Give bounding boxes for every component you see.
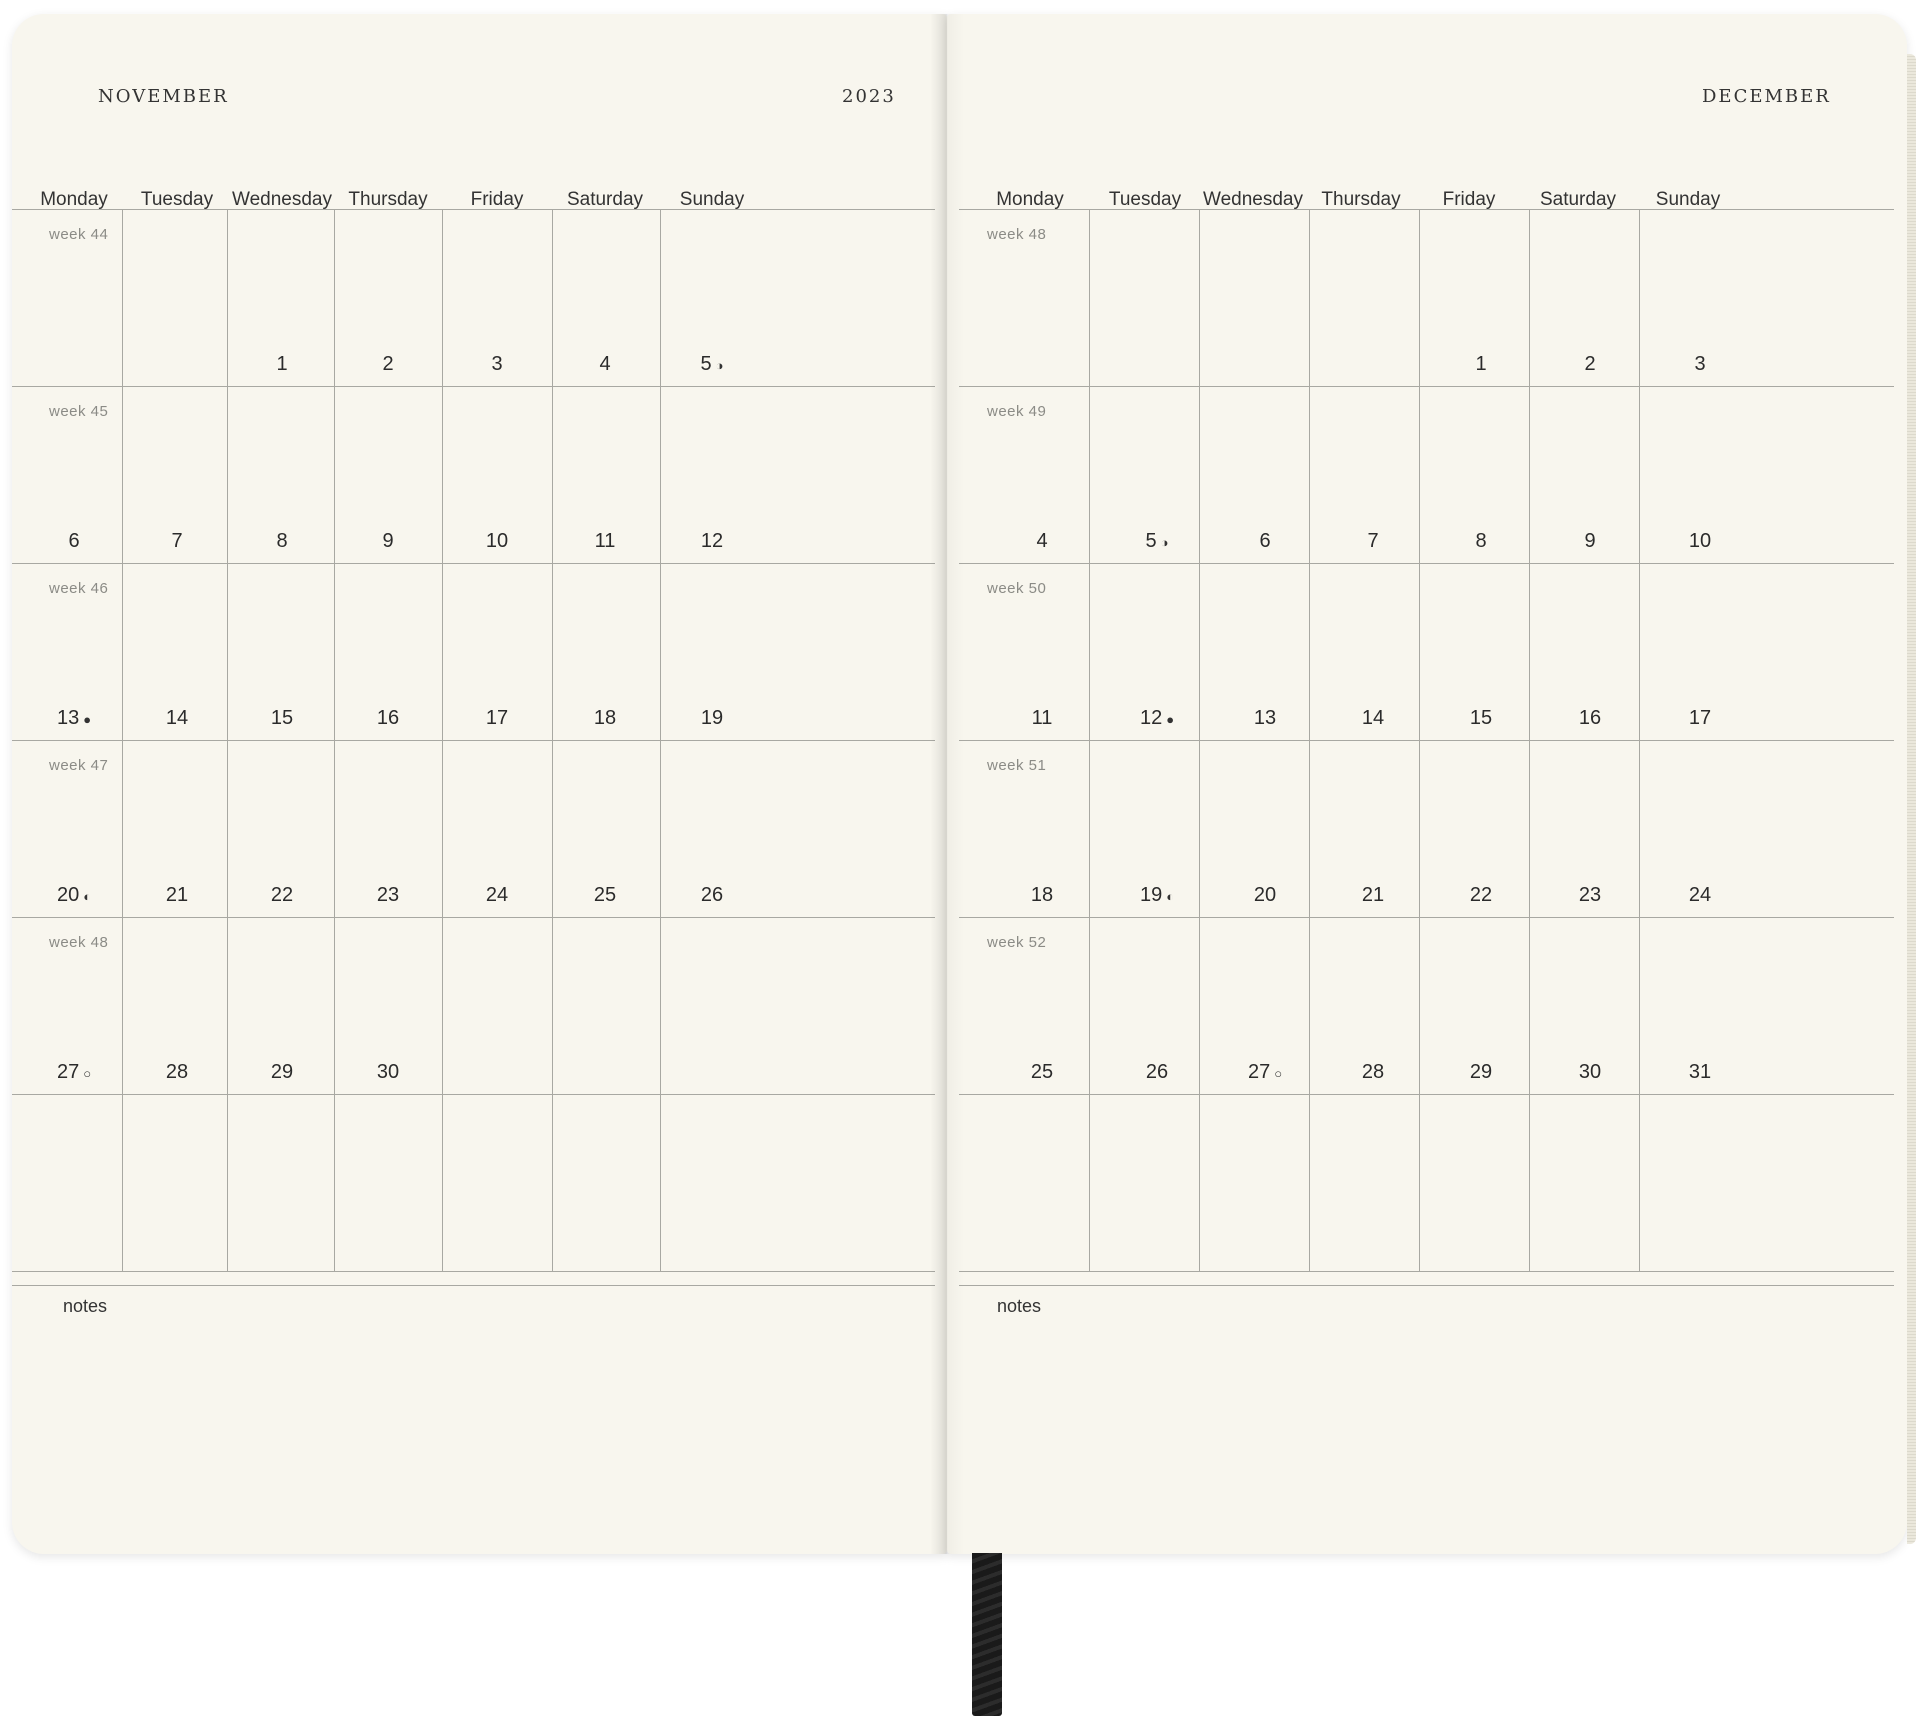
day-number: 22	[1469, 884, 1493, 906]
grid-divider	[1309, 210, 1310, 386]
grid-divider	[442, 918, 443, 1094]
week-row	[959, 387, 1894, 564]
day-number: 4	[1036, 530, 1048, 552]
november-page	[12, 14, 947, 1554]
day-cell[interactable]	[57, 707, 91, 730]
week-number-label: week 50	[987, 580, 1047, 597]
day-number: 20	[1253, 884, 1277, 906]
grid-divider	[442, 1095, 443, 1271]
day-number: 23	[1578, 884, 1602, 906]
day-cell[interactable]	[1689, 707, 1711, 730]
grid-divider	[1199, 387, 1200, 563]
weekday-label: Friday	[470, 189, 524, 210]
day-number: 3	[1694, 353, 1706, 375]
grid-divider	[227, 1095, 228, 1271]
weekday-label: Monday	[996, 189, 1064, 210]
weekday-label: Saturday	[566, 189, 644, 210]
week-row	[959, 564, 1894, 741]
day-cell[interactable]	[1470, 884, 1492, 907]
grid-divider	[1309, 741, 1310, 917]
grid-divider	[1639, 564, 1640, 740]
day-number: 2	[1584, 353, 1596, 375]
day-cell[interactable]	[1146, 530, 1169, 553]
day-cell[interactable]	[594, 707, 616, 730]
day-number: 23	[376, 884, 400, 906]
day-number: 14	[165, 707, 189, 729]
month-grid	[12, 209, 935, 1286]
day-cell[interactable]	[1579, 707, 1601, 730]
day-cell[interactable]	[595, 530, 616, 553]
grid-divider	[1089, 387, 1090, 563]
grid-divider	[1639, 1095, 1640, 1271]
day-cell[interactable]	[1036, 530, 1047, 553]
day-cell[interactable]	[1584, 353, 1595, 376]
grid-divider	[122, 918, 123, 1094]
day-cell[interactable]	[271, 1061, 293, 1084]
moon-phase-icon: ●	[83, 712, 92, 727]
day-number: 27	[1247, 1061, 1271, 1083]
week-row	[959, 210, 1894, 387]
day-number: 13	[56, 707, 80, 729]
week-row	[12, 741, 935, 918]
day-number: 12	[700, 530, 724, 552]
page-edge	[1907, 54, 1916, 1544]
day-number: 3	[491, 353, 503, 375]
grid-divider	[1529, 564, 1530, 740]
grid-divider	[1199, 564, 1200, 740]
grid-divider	[442, 564, 443, 740]
day-cell[interactable]	[701, 707, 723, 730]
grid-divider	[1089, 210, 1090, 386]
week-row	[959, 1095, 1894, 1272]
grid-divider	[334, 210, 335, 386]
day-number: 15	[270, 707, 294, 729]
grid-divider	[1309, 387, 1310, 563]
day-cell[interactable]	[1362, 707, 1384, 730]
day-cell[interactable]	[1689, 530, 1711, 553]
day-number: 14	[1361, 707, 1385, 729]
grid-divider	[660, 741, 661, 917]
day-cell[interactable]	[1475, 353, 1486, 376]
day-number: 17	[485, 707, 509, 729]
grid-divider	[122, 387, 123, 563]
grid-divider	[442, 741, 443, 917]
day-number: 5	[700, 353, 712, 375]
week-number-label: week 47	[49, 757, 109, 774]
moon-phase-icon: ◑	[715, 358, 724, 373]
month-title: NOVEMBER	[98, 86, 229, 107]
day-cell[interactable]	[701, 530, 723, 553]
day-cell[interactable]	[377, 707, 399, 730]
day-cell[interactable]	[382, 530, 393, 553]
day-cell[interactable]	[377, 884, 399, 907]
grid-divider	[1199, 918, 1200, 1094]
day-cell[interactable]	[1146, 1061, 1168, 1084]
day-cell[interactable]	[382, 353, 393, 376]
day-number: 13	[1253, 707, 1277, 729]
day-number: 8	[1475, 530, 1487, 552]
grid-divider	[1529, 387, 1530, 563]
day-number: 24	[485, 884, 509, 906]
grid-divider	[1419, 918, 1420, 1094]
day-cell[interactable]	[1254, 707, 1276, 730]
weekday-label: Thursday	[1321, 189, 1401, 210]
weekday-label: Wednesday	[1203, 189, 1303, 210]
grid-divider	[660, 918, 661, 1094]
weekday-label: Thursday	[348, 189, 428, 210]
day-cell[interactable]	[1579, 1061, 1601, 1084]
day-cell[interactable]	[276, 353, 287, 376]
day-cell[interactable]	[166, 707, 188, 730]
week-row	[12, 564, 935, 741]
week-row	[959, 918, 1894, 1095]
day-cell[interactable]	[276, 530, 287, 553]
day-number: 25	[1030, 1061, 1054, 1083]
day-cell[interactable]	[1470, 707, 1492, 730]
grid-divider	[552, 1095, 553, 1271]
grid-divider	[1639, 210, 1640, 386]
day-number: 9	[1584, 530, 1596, 552]
grid-divider	[334, 387, 335, 563]
day-number: 20	[56, 884, 80, 906]
day-cell[interactable]	[599, 353, 610, 376]
day-cell[interactable]	[1579, 884, 1601, 907]
grid-divider	[552, 918, 553, 1094]
bookmark-ribbon[interactable]	[972, 1553, 1002, 1716]
day-number: 29	[270, 1061, 294, 1083]
grid-divider	[552, 387, 553, 563]
day-number: 1	[1475, 353, 1487, 375]
grid-divider	[122, 564, 123, 740]
grid-divider	[660, 1095, 661, 1271]
december-page	[947, 14, 1907, 1554]
day-number: 21	[165, 884, 189, 906]
grid-divider	[227, 564, 228, 740]
week-number-label: week 46	[49, 580, 109, 597]
day-cell[interactable]	[1367, 530, 1378, 553]
day-number: 6	[1259, 530, 1271, 552]
day-number: 31	[1688, 1061, 1712, 1083]
day-number: 8	[276, 530, 288, 552]
grid-divider	[552, 741, 553, 917]
weekday-label: Sunday	[1655, 189, 1721, 210]
week-number-label: week 48	[49, 934, 109, 951]
grid-divider	[122, 1095, 123, 1271]
weekday-label: Tuesday	[140, 189, 214, 210]
day-number: 28	[1361, 1061, 1385, 1083]
moon-phase-icon: ●	[1166, 712, 1175, 727]
day-number: 19	[700, 707, 724, 729]
grid-divider	[1419, 564, 1420, 740]
grid-divider	[442, 210, 443, 386]
grid-divider	[334, 918, 335, 1094]
grid-divider	[552, 210, 553, 386]
day-number: 18	[593, 707, 617, 729]
grid-divider	[1529, 210, 1530, 386]
day-cell[interactable]	[486, 707, 508, 730]
day-cell[interactable]	[1140, 707, 1174, 730]
weekday-label: Tuesday	[1108, 189, 1182, 210]
moon-phase-icon: ○	[1274, 1066, 1283, 1081]
day-cell[interactable]	[1470, 1061, 1492, 1084]
day-number: 4	[599, 353, 611, 375]
grid-divider	[1419, 741, 1420, 917]
week-number-label: week 49	[987, 403, 1047, 420]
day-number: 22	[270, 884, 294, 906]
weekday-label: Wednesday	[232, 189, 332, 210]
grid-divider	[1639, 918, 1640, 1094]
day-cell[interactable]	[491, 353, 502, 376]
weekday-label: Monday	[40, 189, 108, 210]
day-number: 11	[1031, 707, 1053, 729]
week-number-label: week 52	[987, 934, 1047, 951]
year-label: 2023	[842, 86, 896, 107]
grid-divider	[1419, 210, 1420, 386]
day-cell[interactable]	[271, 707, 293, 730]
day-number: 30	[1578, 1061, 1602, 1083]
weekday-label: Saturday	[1539, 189, 1617, 210]
day-cell[interactable]	[1362, 884, 1384, 907]
day-number: 17	[1688, 707, 1712, 729]
weekday-label: Friday	[1442, 189, 1496, 210]
day-cell[interactable]	[271, 884, 293, 907]
week-row	[12, 918, 935, 1095]
day-cell[interactable]	[701, 884, 723, 907]
grid-divider	[1419, 1095, 1420, 1271]
day-cell[interactable]	[57, 884, 91, 907]
day-cell[interactable]	[486, 530, 508, 553]
day-number: 2	[382, 353, 394, 375]
day-cell[interactable]	[1689, 1061, 1711, 1084]
day-cell[interactable]	[1254, 884, 1276, 907]
grid-divider	[660, 387, 661, 563]
day-number: 16	[1578, 707, 1602, 729]
notes-label: notes	[997, 1296, 1042, 1316]
day-cell[interactable]	[1248, 1061, 1282, 1084]
grid-divider	[1309, 918, 1310, 1094]
day-cell[interactable]	[1140, 884, 1174, 907]
notes-label: notes	[63, 1296, 108, 1316]
day-cell[interactable]	[1259, 530, 1270, 553]
day-cell[interactable]	[1362, 1061, 1384, 1084]
day-cell[interactable]	[57, 1061, 91, 1084]
day-number: 15	[1469, 707, 1493, 729]
day-number: 9	[382, 530, 394, 552]
day-number: 7	[171, 530, 183, 552]
day-cell[interactable]	[68, 530, 79, 553]
grid-divider	[227, 210, 228, 386]
grid-divider	[227, 918, 228, 1094]
day-cell[interactable]	[1694, 353, 1705, 376]
week-number-label: week 48	[987, 226, 1047, 243]
day-cell[interactable]	[377, 1061, 399, 1084]
week-row	[12, 1095, 935, 1272]
moon-phase-icon: ◐	[83, 889, 92, 904]
week-row	[12, 387, 935, 564]
grid-divider	[442, 387, 443, 563]
grid-divider	[334, 741, 335, 917]
day-number: 6	[68, 530, 80, 552]
grid-divider	[1529, 1095, 1530, 1271]
day-number: 5	[1145, 530, 1157, 552]
day-cell[interactable]	[486, 884, 508, 907]
day-cell[interactable]	[171, 530, 182, 553]
day-number: 28	[165, 1061, 189, 1083]
day-number: 11	[594, 530, 616, 552]
moon-phase-icon: ◐	[1166, 889, 1175, 904]
day-number: 18	[1030, 884, 1054, 906]
day-cell[interactable]	[594, 884, 616, 907]
day-cell[interactable]	[1689, 884, 1711, 907]
grid-divider	[1309, 1095, 1310, 1271]
day-cell[interactable]	[1031, 1061, 1053, 1084]
day-cell[interactable]	[1475, 530, 1486, 553]
day-number: 10	[485, 530, 509, 552]
day-number: 26	[700, 884, 724, 906]
grid-divider	[1089, 1095, 1090, 1271]
grid-divider	[552, 564, 553, 740]
book-gutter	[930, 14, 964, 1554]
grid-divider	[1199, 741, 1200, 917]
week-row	[12, 210, 935, 387]
day-cell[interactable]	[701, 353, 724, 376]
day-cell[interactable]	[166, 884, 188, 907]
moon-phase-icon: ◑	[1160, 535, 1169, 550]
day-number: 16	[376, 707, 400, 729]
grid-divider	[122, 741, 123, 917]
grid-divider	[1639, 387, 1640, 563]
day-cell[interactable]	[1032, 707, 1053, 730]
grid-divider	[122, 210, 123, 386]
grid-divider	[1089, 741, 1090, 917]
week-number-label: week 45	[49, 403, 109, 420]
grid-divider	[227, 387, 228, 563]
day-number: 12	[1139, 707, 1163, 729]
moon-phase-icon: ○	[83, 1066, 92, 1081]
week-number-label: week 44	[49, 226, 109, 243]
grid-divider	[1529, 741, 1530, 917]
grid-divider	[1199, 1095, 1200, 1271]
grid-divider	[334, 564, 335, 740]
day-cell[interactable]	[1031, 884, 1053, 907]
month-grid	[959, 209, 1894, 1286]
grid-divider	[1309, 564, 1310, 740]
day-number: 27	[56, 1061, 80, 1083]
day-number: 19	[1139, 884, 1163, 906]
grid-divider	[227, 741, 228, 917]
day-number: 1	[276, 353, 288, 375]
day-number: 29	[1469, 1061, 1493, 1083]
grid-divider	[1089, 564, 1090, 740]
day-number: 25	[593, 884, 617, 906]
grid-divider	[1089, 918, 1090, 1094]
grid-divider	[334, 1095, 335, 1271]
day-number: 26	[1145, 1061, 1169, 1083]
month-title: DECEMBER	[1702, 86, 1831, 107]
day-number: 7	[1367, 530, 1379, 552]
grid-divider	[660, 564, 661, 740]
grid-divider	[1199, 210, 1200, 386]
grid-divider	[1419, 387, 1420, 563]
day-number: 21	[1361, 884, 1385, 906]
day-number: 30	[376, 1061, 400, 1083]
weekday-label: Sunday	[679, 189, 745, 210]
day-cell[interactable]	[1584, 530, 1595, 553]
day-number: 10	[1688, 530, 1712, 552]
week-row	[959, 741, 1894, 918]
day-number: 24	[1688, 884, 1712, 906]
day-cell[interactable]	[166, 1061, 188, 1084]
week-number-label: week 51	[987, 757, 1047, 774]
grid-divider	[1529, 918, 1530, 1094]
grid-divider	[1639, 741, 1640, 917]
grid-divider	[660, 210, 661, 386]
